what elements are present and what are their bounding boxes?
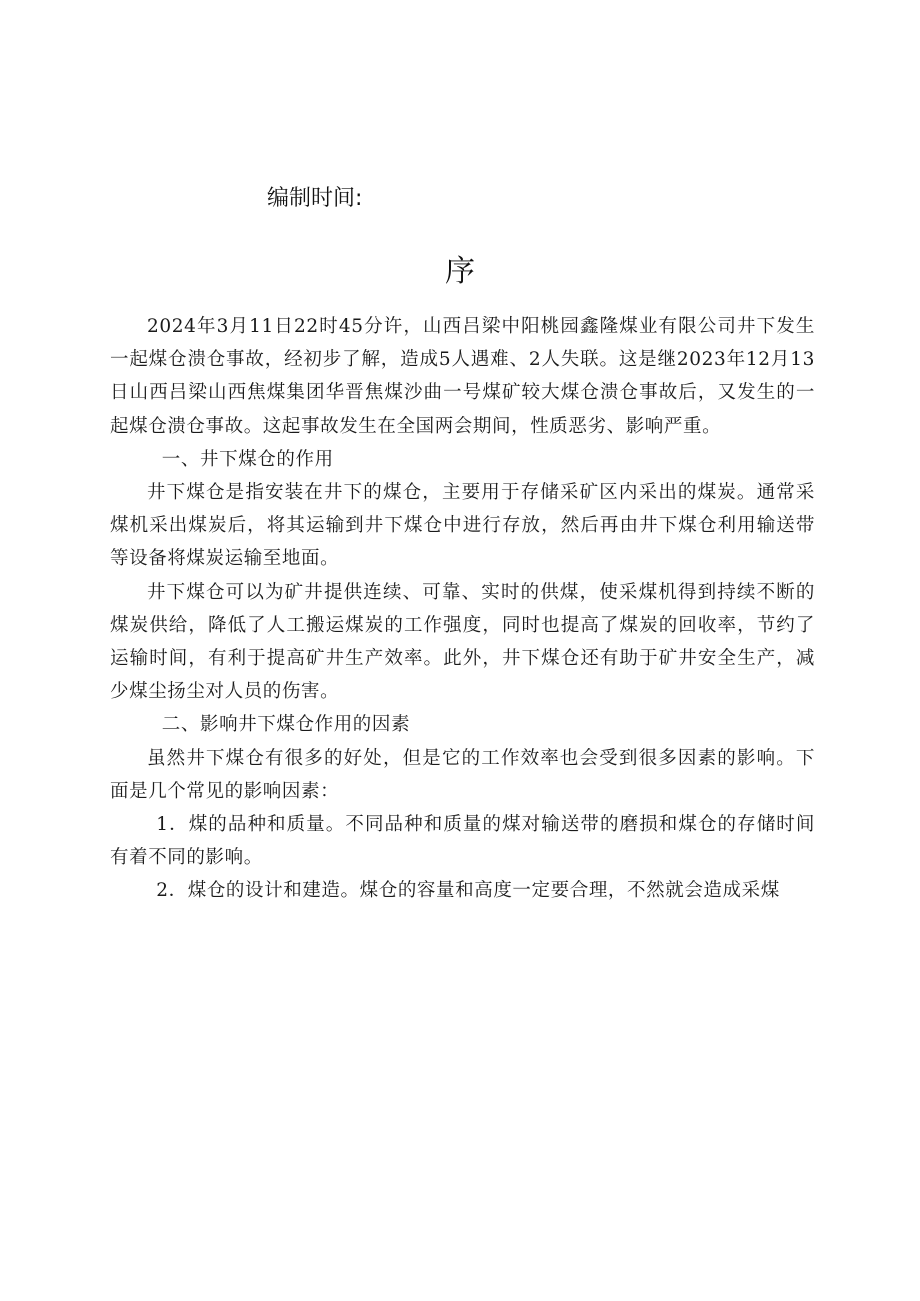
document-body — [110, 310, 815, 908]
section-heading-factors: 二、影响井下煤仓作用的因素 — [161, 714, 411, 736]
role-paragraph-2: 井下煤仓可以为矿井提供连续、可靠、实时的供煤，使采煤机得到持续不断的煤炭供给，降低了人工搬运煤炭的工作强度，同时也提高了煤炭的回收率，节约了运输时间，有利于提高矿井生产效率。此外，井下煤仓还有助于矿井安全生产，减少煤尘扬尘对人员的伤害。 — [110, 581, 815, 703]
section-heading-role: 一、井下煤仓的作用 — [161, 448, 334, 470]
intro-paragraph: 2024年3月11日22时45分许，山西吕梁中阳桃园鑫隆煤业有限公司井下发生一起煤仓溃仓事故，经初步了解，造成5人遇难、2人失联。这是继2023年12月13日山西吕梁山西焦煤集团华晋焦煤沙曲一号煤矿较大煤仓溃仓事故后，又发生的一起煤仓溃仓事故。这起事故发生在全国两会期间，性质恶劣、影响严重。 — [110, 316, 815, 437]
role-paragraph-1: 井下煤仓是指安装在井下的煤仓，主要用于存储采矿区内采出的煤炭。通常采煤机采出煤炭后，将其运输到井下煤仓中进行存放，然后再由井下煤仓利用输送带等设备将煤炭运输至地面。 — [110, 482, 815, 570]
factor-list-item-1: 1．煤的品种和质量。不同品种和质量的煤对输送带的磨损和煤仓的存储时间有着不同的影响。 — [110, 814, 815, 869]
factor-list-item-2: 2．煤仓的设计和建造。煤仓的容量和高度一定要合理，不然就会造成采煤 — [156, 880, 780, 902]
preface-title: 序 — [445, 254, 475, 289]
factors-intro-paragraph: 虽然井下煤仓有很多的好处，但是它的工作效率也会受到很多因素的影响。下面是几个常见的影响因素： — [110, 747, 815, 802]
compile-time-label: 编制时间: — [267, 186, 363, 211]
